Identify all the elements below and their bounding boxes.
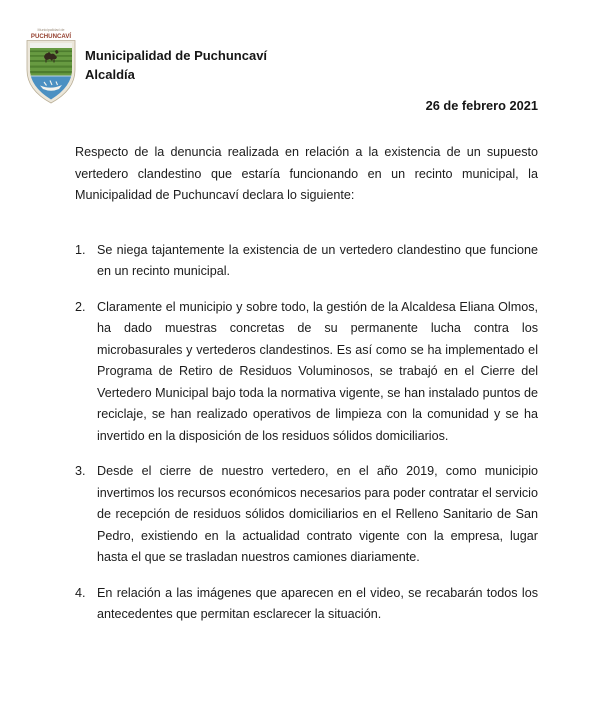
numbered-list <box>75 240 538 626</box>
document-body <box>75 142 538 640</box>
list-item-number: 2. <box>75 299 86 314</box>
crest-caption-main: PUCHUNCAVÍ <box>30 33 72 40</box>
list-item-number: 3. <box>75 464 86 478</box>
list-item <box>75 240 538 283</box>
document-date: 26 de febrero 2021 <box>425 98 538 113</box>
crest-caption-small: Municipalidad de <box>37 28 65 32</box>
list-item-text: Claramente el municipio y sobre todo, la gestión de la Alcaldesa Eliana Olmos, ha dado muestras concretas de su permanente lucha contra los microbasurales y vertederos clandestinos. Es así como se ha implementado el Programa de Retiro de Residuos Voluminosos, se trabajó en el Cierre del Vertedero Municipal bajo toda la normativa vigente, se han instalado puntos de reciclaje, se han realizado operativos de limpieza con la comunidad y se ha invertido en la disposición de los residuos sólidos domiciliarios. <box>97 299 538 443</box>
org-name: Municipalidad de Puchuncaví <box>85 48 268 63</box>
org-header <box>85 46 267 84</box>
list-item-text: Desde el cierre de nuestro vertedero, en el año 2019, como municipio invertimos los recursos económicos necesarios para poder contratar el servicio de recepción de residuos sólidos domiciliarios en el Relleno Sanitario de San Pedro, existiendo en la actualidad contrato vigente con la empresa, lugar hasta el que se trasladan nuestros camiones diariamente. <box>97 464 538 564</box>
municipality-crest-logo <box>23 24 79 106</box>
list-item-text: Se niega tajantemente la existencia de un vertedero clandestino que funcione en un recinto municipal. <box>97 242 538 278</box>
intro-paragraph: Respecto de la denuncia realizada en relación a la existencia de un supuesto vertedero clandestino que estaría funcionando en un recinto municipal, la Municipalidad de Puchuncaví declara lo siguiente: <box>75 145 538 202</box>
list-item <box>75 297 538 448</box>
list-item-number: 4. <box>75 585 86 600</box>
list-item-number: 1. <box>75 242 86 257</box>
org-department: Alcaldía <box>85 67 135 82</box>
list-item <box>75 583 538 626</box>
list-item <box>75 461 538 569</box>
list-item-text: En relación a las imágenes que aparecen en el video, se recabarán todos los antecedentes que permitan esclarecer la situación. <box>97 585 538 621</box>
